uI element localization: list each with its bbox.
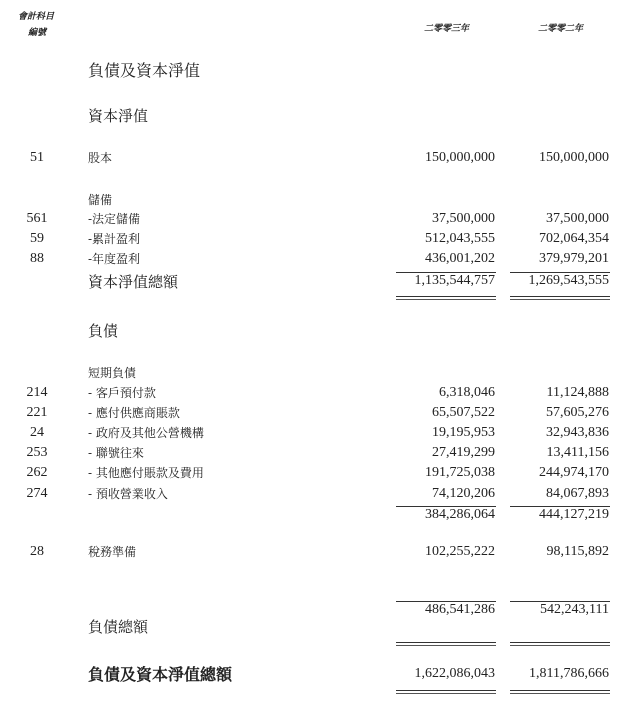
total-double-rule [510,690,610,694]
row-label: - 其他應付賬款及費用 [88,466,204,480]
row-label: - 客戶預付款 [88,386,156,400]
account-code: 88 [30,251,44,266]
code-column-header: 會計科目 [18,12,55,22]
value-2003: 512,043,555 [425,231,495,246]
value-2003: 65,507,522 [432,405,495,420]
grand-total-2003: 1,622,086,043 [414,666,495,681]
total-double-rule [396,690,496,694]
total-double-rule [396,642,496,646]
row-label: -法定儲備 [88,212,141,226]
value-2002: 84,067,893 [546,486,609,501]
value-2002: 13,411,156 [546,445,609,460]
account-code: 214 [26,385,48,400]
liabilities-total-2002: 542,243,111 [540,602,609,617]
grand-total-label: 負債及資本淨值總額 [88,665,233,684]
total-double-rule [510,296,610,300]
current-subtotal-2003: 384,286,064 [425,507,495,522]
account-code: 262 [26,465,48,480]
value-2003: 19,195,953 [432,425,495,440]
row-label: 股本 [88,151,113,165]
value-2003: 6,318,046 [439,385,495,400]
page-title: 負債及資本淨值 [88,61,201,80]
row-label: - 應付供應商賬款 [88,406,180,420]
value-2002: 244,974,170 [539,465,609,480]
equity-total-label: 資本淨值總額 [88,273,179,291]
value-2002: 37,500,000 [546,211,609,226]
equity-heading: 資本淨值 [88,107,149,125]
row-label: -年度盈利 [88,252,141,266]
equity-total-2002: 1,269,543,555 [528,273,609,288]
equity-total-2003: 1,135,544,757 [414,273,495,288]
account-code: 28 [30,544,44,559]
value-2002: 150,000,000 [539,150,609,165]
value-2003: 74,120,206 [432,486,495,501]
grand-total-2002: 1,811,786,666 [529,666,609,681]
code-column-header-2: 編號 [28,28,47,38]
account-code: 59 [30,231,44,246]
account-code: 51 [30,150,44,165]
reserves-label: 儲備 [88,193,113,207]
liabilities-total-label: 負債總額 [88,618,149,636]
account-code: 221 [26,405,48,420]
account-code: 253 [26,445,48,460]
value-2002: 702,064,354 [539,231,609,246]
liabilities-heading: 負債 [88,322,119,340]
value-2002: 98,115,892 [546,544,609,559]
total-double-rule [510,642,610,646]
value-2003: 150,000,000 [425,150,495,165]
value-2003: 102,255,222 [425,544,495,559]
row-label: 稅務準備 [88,545,137,559]
value-2003: 27,419,299 [432,445,495,460]
value-2002: 11,124,888 [546,385,609,400]
account-code: 24 [30,425,44,440]
current-subtotal-2002: 444,127,219 [539,507,609,522]
value-2002: 379,979,201 [539,251,609,266]
row-label: - 政府及其他公營機構 [88,426,204,440]
year-2003-header: 二零零三年 [424,24,470,34]
value-2003: 191,725,038 [425,465,495,480]
value-2002: 32,943,836 [546,425,609,440]
liabilities-total-2003: 486,541,286 [425,602,495,617]
account-code: 274 [26,486,48,501]
current-liabilities-label: 短期負債 [88,366,137,380]
value-2003: 37,500,000 [432,211,495,226]
row-label: - 聯號往來 [88,446,144,460]
year-2002-header: 二零零二年 [538,24,584,34]
row-label: -累計盈利 [88,232,141,246]
account-code: 561 [26,211,48,226]
value-2003: 436,001,202 [425,251,495,266]
total-double-rule [396,296,496,300]
row-label: - 預收營業收入 [88,487,168,501]
value-2002: 57,605,276 [546,405,609,420]
